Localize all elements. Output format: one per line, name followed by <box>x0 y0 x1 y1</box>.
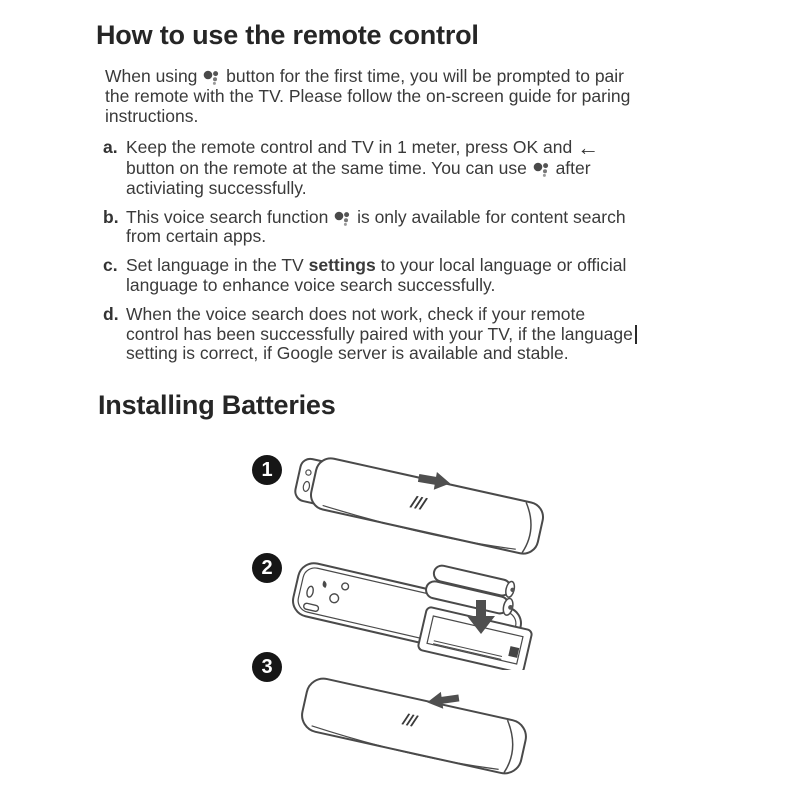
section-title-remote-control: How to use the remote control <box>96 20 479 50</box>
voice-assistant-icon <box>334 210 351 227</box>
instruction-item-c <box>103 256 637 296</box>
step-1-illustration <box>292 452 557 564</box>
step-2-illustration <box>285 550 577 670</box>
item-text: to your local language or official <box>380 255 627 276</box>
item-text: This voice search function <box>126 206 329 227</box>
settings-bold-text: settings <box>308 255 376 276</box>
intro-text: button for the first time, you will be prompted to pair <box>226 66 624 86</box>
intro-line-3: instructions. <box>105 105 199 126</box>
intro-line-2: the remote with the TV. Please follow the on-screen guide for paring <box>105 85 631 106</box>
intro-paragraph <box>105 67 630 126</box>
intro-text: When using <box>105 66 198 86</box>
item-text: setting is correct, if Google server is available and stable. <box>126 343 569 364</box>
back-arrow-icon: ← <box>577 135 600 160</box>
step-3-badge: 3 <box>252 652 282 682</box>
voice-assistant-icon <box>533 161 550 178</box>
instruction-item-b <box>103 208 637 248</box>
item-label: b. <box>103 206 119 227</box>
section-title-installing-batteries: Installing Batteries <box>98 390 336 420</box>
slide-grip-marks: /// <box>401 711 418 731</box>
item-label: a. <box>103 137 118 157</box>
item-text: Set language in the TV <box>126 255 304 276</box>
item-text: after <box>555 158 591 178</box>
back-cover <box>308 456 546 557</box>
instruction-item-d <box>103 305 637 364</box>
item-text: activiating successfully. <box>126 177 307 198</box>
instruction-item-a <box>103 137 637 199</box>
item-text: button on the remote at the same time. You can use <box>126 158 527 178</box>
slide-grip-marks: /// <box>409 492 428 514</box>
item-label: d. <box>103 303 119 324</box>
step-2-badge: 2 <box>252 553 282 583</box>
item-label: c. <box>103 255 118 276</box>
item-text: language to enhance voice search successfully. <box>126 274 496 295</box>
intro-line-1 <box>105 67 630 87</box>
step-1-badge: 1 <box>252 455 282 485</box>
item-text: When the voice search does not work, check if your remote <box>126 303 586 324</box>
step-3-illustration <box>290 672 542 778</box>
text-cursor <box>635 325 637 344</box>
item-text: Keep the remote control and TV in 1 meter, press OK and <box>126 137 573 157</box>
item-text: is only available for content search <box>357 206 626 227</box>
item-text: from certain apps. <box>126 226 267 247</box>
instruction-list <box>103 137 637 373</box>
voice-assistant-icon <box>203 69 220 86</box>
item-text: control has been successfully paired with your TV, if the language <box>126 323 633 344</box>
